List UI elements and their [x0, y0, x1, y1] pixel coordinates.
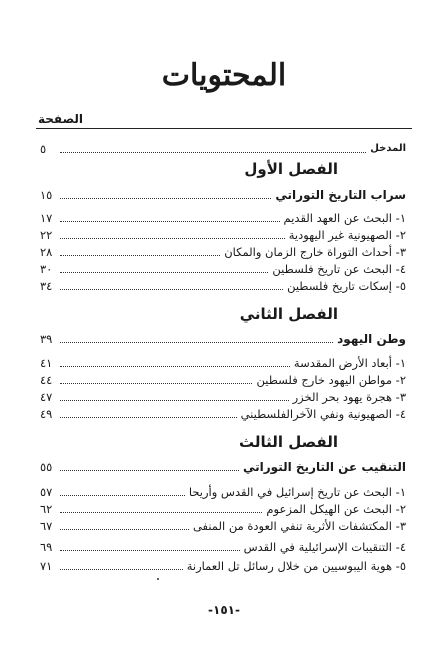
leader-dots [60, 382, 252, 384]
toc-entry-label: ١- البحث عن تاريخ إسرائيل في القدس وأريحا [188, 485, 406, 499]
toc-entry-page: ٦٧ [40, 519, 53, 533]
leader-dots [60, 254, 220, 256]
toc-entry-page: ٥ [40, 142, 47, 156]
toc-entry-page: ٤٩ [40, 407, 53, 421]
toc-entry-page: ٧١ [40, 559, 53, 573]
toc-entry-intro[interactable] [40, 140, 406, 156]
leader-dots [60, 237, 285, 239]
toc-entry-page: ٢٢ [40, 228, 53, 242]
chapter-heading: الفصل الأول [244, 160, 338, 178]
toc-entry-label: وطن اليهود [337, 332, 406, 346]
toc-entry-label: ٢- مواطن اليهود خارج فلسطين [256, 373, 406, 387]
leader-dots [60, 271, 268, 273]
toc-entry[interactable] [40, 226, 406, 242]
toc-entry-label: ٢- الصهيونية غير اليهودية [288, 228, 406, 242]
toc-entry-chapter-title[interactable] [40, 458, 406, 474]
toc-entry-label: التنقيب عن التاريخ التوراتي [243, 460, 406, 474]
toc-entry-label: ٤- البحث عن تاريخ فلسطين [272, 262, 406, 276]
toc-entry-label: سراب التاريخ التوراتي [275, 188, 406, 202]
toc-entry[interactable] [40, 483, 406, 499]
toc-entry-page: ١٥ [40, 188, 53, 202]
leader-dots [60, 469, 239, 471]
toc-entry-label: ٥- إسكات تاريخ فلسطين [287, 279, 406, 293]
toc-entry-label: ٤- الصهيونية ونفي الآخرالفلسطيني [240, 407, 406, 421]
toc-entry[interactable] [40, 371, 406, 387]
print-speck [157, 578, 159, 580]
leader-dots [60, 341, 333, 343]
toc-entry-page: ٤٤ [40, 373, 53, 387]
leader-dots [60, 220, 280, 222]
toc-entry-label: ٣- أحداث التوراة خارج الزمان والمكان [224, 245, 406, 259]
toc-entry-label: ٣- المكتشفات الأثرية تنفي العودة من المنفى [192, 519, 406, 533]
page-title: المحتويات [161, 58, 287, 93]
page-column-header: الصفحة [38, 112, 84, 126]
toc-entry-chapter-title[interactable] [40, 186, 406, 202]
toc-entry-page: ١٧ [40, 211, 53, 225]
leader-dots [60, 549, 240, 551]
leader-dots [60, 416, 237, 418]
chapter-heading: الفصل الثاني [239, 305, 338, 323]
toc-entry[interactable] [40, 243, 406, 259]
page-number: -١٥١- [208, 603, 240, 617]
toc-entry-page: ٥٧ [40, 485, 53, 499]
leader-dots [60, 511, 262, 513]
toc-entry-page: ٤٧ [40, 390, 53, 404]
leader-dots [60, 365, 290, 367]
toc-entry-page: ٦٩ [40, 540, 53, 554]
toc-entry[interactable] [40, 557, 406, 573]
toc-entry-page: ٣٤ [40, 279, 53, 293]
toc-entry-label: ٥- هوية اليبوسيين من خلال رسائل تل العمارنة [186, 559, 406, 573]
toc-entry-page: ٢٨ [40, 245, 53, 259]
toc-entry[interactable] [40, 209, 406, 225]
toc-entry-label: المدخل [370, 143, 406, 154]
toc-entry-label: ١- أبعاد الأرض المقدسة [293, 356, 406, 370]
toc-entry[interactable] [40, 388, 406, 404]
leader-dots [60, 528, 189, 530]
toc-entry[interactable] [40, 500, 406, 516]
toc-entry-chapter-title[interactable] [40, 330, 406, 346]
leader-dots [60, 399, 289, 401]
toc-entry-label: ٤- التنقيبات الإسرائيلية في القدس [243, 540, 406, 554]
toc-entry-page: ٣٠ [40, 262, 53, 276]
toc-entry-label: ٣- هجرة يهود بحر الخزر [292, 390, 406, 404]
leader-dots [60, 151, 366, 153]
toc-entry-page: ٦٢ [40, 502, 53, 516]
toc-entry[interactable] [40, 277, 406, 293]
toc-entry[interactable] [40, 405, 406, 421]
header-rule [36, 128, 412, 129]
toc-entry[interactable] [40, 538, 406, 554]
toc-entry-page: ٣٩ [40, 332, 53, 346]
toc-entry[interactable] [40, 260, 406, 276]
leader-dots [60, 288, 283, 290]
leader-dots [60, 494, 185, 496]
toc-entry-label: ١- البحث عن العهد القديم [283, 211, 406, 225]
toc-entry-label: ٢- البحث عن الهيكل المزعوم [266, 502, 406, 516]
toc-entry-page: ٤١ [40, 356, 53, 370]
chapter-heading: الفصل الثالث [238, 433, 338, 451]
toc-entry-page: ٥٥ [40, 460, 53, 474]
toc-entry[interactable] [40, 354, 406, 370]
leader-dots [60, 197, 271, 199]
toc-entry[interactable] [40, 517, 406, 533]
leader-dots [60, 568, 183, 570]
